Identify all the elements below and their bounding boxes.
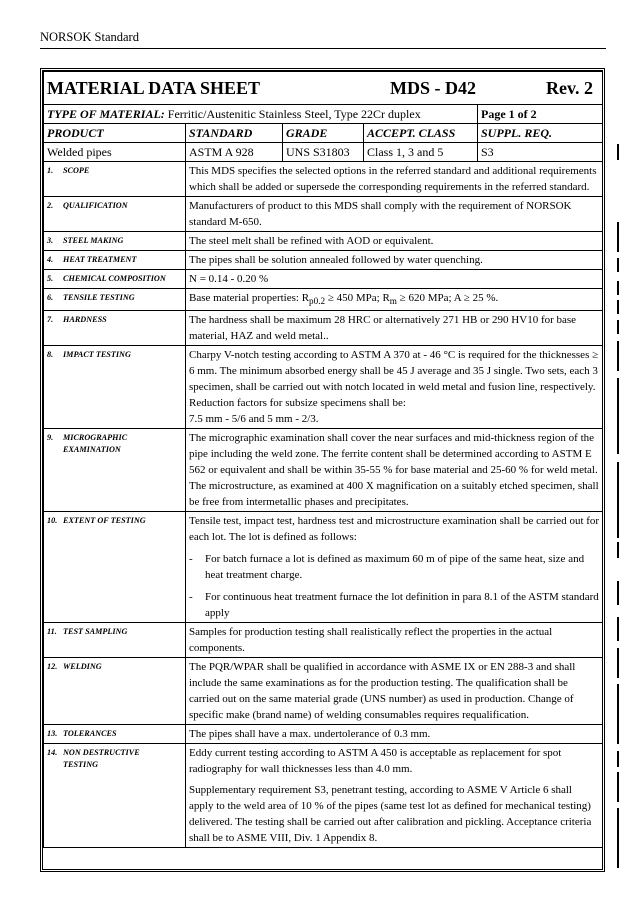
- section-title-line2: EXAMINATION: [63, 445, 121, 455]
- mds-number: MDS - D42: [390, 78, 477, 98]
- section-number: 1.: [47, 166, 54, 175]
- section-number: 6.: [47, 293, 54, 302]
- section-title: TOLERANCES: [63, 729, 117, 739]
- section-title: HARDNESS: [63, 315, 107, 325]
- section-number: 4.: [47, 255, 54, 264]
- col-product: PRODUCT: [44, 124, 186, 143]
- section-text: Samples for production testing shall realistically reflect the properties in the actual components.: [186, 623, 603, 658]
- section-micrographic-examination: [44, 429, 603, 512]
- section-text: Eddy current testing according to ASTM A 450 is acceptable as replacement for spot radiography for wall thicknesses less than 4.0 mm. Supplementary requirement S3, penetrant testing, according to ASME V Article 6 shall apply to the weld area of 10 % of the pipes (same test lot as defined for mechanical testing) delivered. The testing shall be carried out after calibration and pickling. Acceptance criteria shall be to ASME VIII, Div. 1 Appendix 8.: [186, 744, 603, 848]
- section-text: N = 0.14 - 0.20 %: [186, 270, 603, 289]
- section-title: SCOPE: [63, 166, 90, 175]
- type-row: [44, 105, 603, 124]
- section-tensile-testing: [44, 289, 603, 311]
- section-title: TENSILE TESTING: [63, 293, 135, 302]
- change-bar: [617, 378, 619, 454]
- change-bar: [617, 808, 619, 868]
- section-number: 13.: [47, 729, 58, 739]
- change-bar: [617, 648, 619, 678]
- change-bar: [617, 281, 619, 295]
- section-number: 2.: [47, 201, 54, 210]
- section-number: 10.: [47, 516, 58, 526]
- section-text: The pipes shall have a max. undertolerance of 0.3 mm.: [186, 725, 603, 744]
- section-hardness: [44, 311, 603, 346]
- value-row: [44, 143, 603, 162]
- section-tolerances: [44, 725, 603, 744]
- change-bar: [617, 222, 619, 252]
- type-label: TYPE OF MATERIAL:: [47, 107, 165, 121]
- change-bar: [617, 684, 619, 744]
- list-item: - For batch furnace a lot is defined as maximum 60 m of pipe of the same heat, size and heat treatment charge.: [189, 553, 585, 582]
- section-text: The pipes shall be solution annealed followed by water quenching.: [186, 251, 603, 270]
- change-bar: [617, 617, 619, 641]
- change-bar: [617, 258, 619, 272]
- page-header: NORSOK Standard: [40, 30, 139, 44]
- section-number: 3.: [47, 236, 54, 245]
- change-bar: [617, 341, 619, 371]
- val-accept-class: Class 1, 3 and 5: [364, 143, 478, 162]
- val-product: Welded pipes: [44, 143, 186, 162]
- section-text: Manufacturers of product to this MDS shall comply with the requirement of NORSOK standard M-650.: [186, 197, 603, 232]
- section-number: 12.: [47, 662, 58, 672]
- sheet-title: MATERIAL DATA SHEET: [47, 78, 261, 98]
- col-standard: STANDARD: [186, 124, 283, 143]
- col-grade: GRADE: [283, 124, 364, 143]
- change-bar: [617, 300, 619, 314]
- change-bar: [617, 751, 619, 767]
- section-extent-of-testing: [44, 512, 603, 623]
- section-title: MICROGRAPHIC: [63, 433, 128, 443]
- change-bar: [617, 144, 619, 160]
- section-number: 7.: [47, 315, 54, 325]
- revision: Rev. 2: [546, 78, 594, 98]
- section-title-line2: TESTING: [63, 760, 99, 770]
- section-text: The micrographic examination shall cover the near surfaces and mid-thickness region of the pipe including the weld zone. The ferrite content shall be determined according to ASTM E 562 or equivalent and shall be within 35-55 % for base material and 25-60 % for weld metal. The microstructure, as examined at 400 X magnification on a suitably etched specimen, shall be free from intermetallic phases and precipitates.: [186, 429, 603, 512]
- section-title: QUALIFICATION: [63, 201, 128, 210]
- section-text: Charpy V-notch testing according to ASTM A 370 at - 46 °C is required for the thicknesses ≥ 6 mm. The minimum absorbed energy shall be 45 J average and 35 J single. Two sets, each 3 specimen, shall be carried out with notch located in weld metal and fusion line, respectively. Reduction factors for subsize specimens shall be: 7.5 mm - 5/6 and 5 mm - 2/3.: [186, 346, 603, 429]
- section-title: IMPACT TESTING: [63, 350, 131, 360]
- section-non-destructive-testing: [44, 744, 603, 848]
- section-chemical-composition: [44, 270, 603, 289]
- section-title: TEST SAMPLING: [63, 627, 128, 637]
- column-header-row: [44, 124, 603, 143]
- type-value: Ferritic/Austenitic Stainless Steel, Type 22Cr duplex: [164, 107, 421, 121]
- section-text: This MDS specifies the selected options in the referred standard and additional requirements which shall be added or supersede the corresponding requirements in the referred standard.: [186, 162, 603, 197]
- section-text: The steel melt shall be refined with AOD or equivalent.: [186, 232, 603, 251]
- section-title: WELDING: [63, 662, 102, 672]
- section-heat-treatment: [44, 251, 603, 270]
- section-number: 14.: [47, 748, 58, 758]
- section-steel-making: [44, 232, 603, 251]
- section-impact-testing: [44, 346, 603, 429]
- mds-table: [43, 71, 603, 848]
- material-data-sheet: [40, 68, 605, 872]
- section-number: 5.: [47, 274, 54, 283]
- section-title: CHEMICAL COMPOSITION: [63, 274, 166, 283]
- change-bar: [617, 320, 619, 334]
- section-title: EXTENT OF TESTING: [63, 516, 146, 526]
- col-accept-class: ACCEPT. CLASS: [364, 124, 478, 143]
- section-welding: [44, 658, 603, 725]
- val-suppl-req: S3: [478, 143, 603, 162]
- section-test-sampling: [44, 623, 603, 658]
- change-bar: [617, 542, 619, 558]
- list-item: - For continuous heat treatment furnace the lot definition in para 8.1 of the ASTM standard apply: [189, 591, 599, 620]
- change-bar: [617, 581, 619, 605]
- page-number: Page 1 of 2: [478, 105, 603, 124]
- section-number: 11.: [47, 627, 57, 637]
- section-number: 8.: [47, 350, 54, 360]
- section-text: The PQR/WPAR shall be qualified in accordance with ASME IX or EN 288-3 and shall include the same examinations as for the production testing. The qualification shall be carried out on the same material grade (UNS number) as used in production. Change of specific make (brand name) of welding consumables requires requalification.: [186, 658, 603, 725]
- header-rule: [40, 48, 606, 49]
- val-grade: UNS S31803: [283, 143, 364, 162]
- section-title: NON DESTRUCTIVE: [63, 748, 140, 758]
- section-title: HEAT TREATMENT: [63, 255, 137, 264]
- col-suppl-req: SUPPL. REQ.: [478, 124, 603, 143]
- section-number: 9.: [47, 433, 54, 443]
- section-qualification: [44, 197, 603, 232]
- section-text: Base material properties: $R_{p0.2} \ge 450$ MPa; $R_m \ge 620$ MPa; A ≥ 25 %.: [186, 289, 603, 311]
- val-standard: ASTM A 928: [186, 143, 283, 162]
- title-row: [44, 72, 603, 105]
- change-bar: [617, 462, 619, 538]
- change-bar: [617, 772, 619, 802]
- section-scope: [44, 162, 603, 197]
- section-text: Tensile test, impact test, hardness test and microstructure examination shall be carried out for each lot. The lot is defined as follows: - For batch furnace a lot is defined as maximum 60 m of pipe of the same heat, size and heat treatment charge. - For continuous heat treatment furnace the lot definition in para 8.1 of the ASTM standard apply: [186, 512, 603, 623]
- section-text: The hardness shall be maximum 28 HRC or alternatively 271 HB or 290 HV10 for base material, HAZ and weld metal..: [186, 311, 603, 346]
- section-title: STEEL MAKING: [63, 236, 124, 245]
